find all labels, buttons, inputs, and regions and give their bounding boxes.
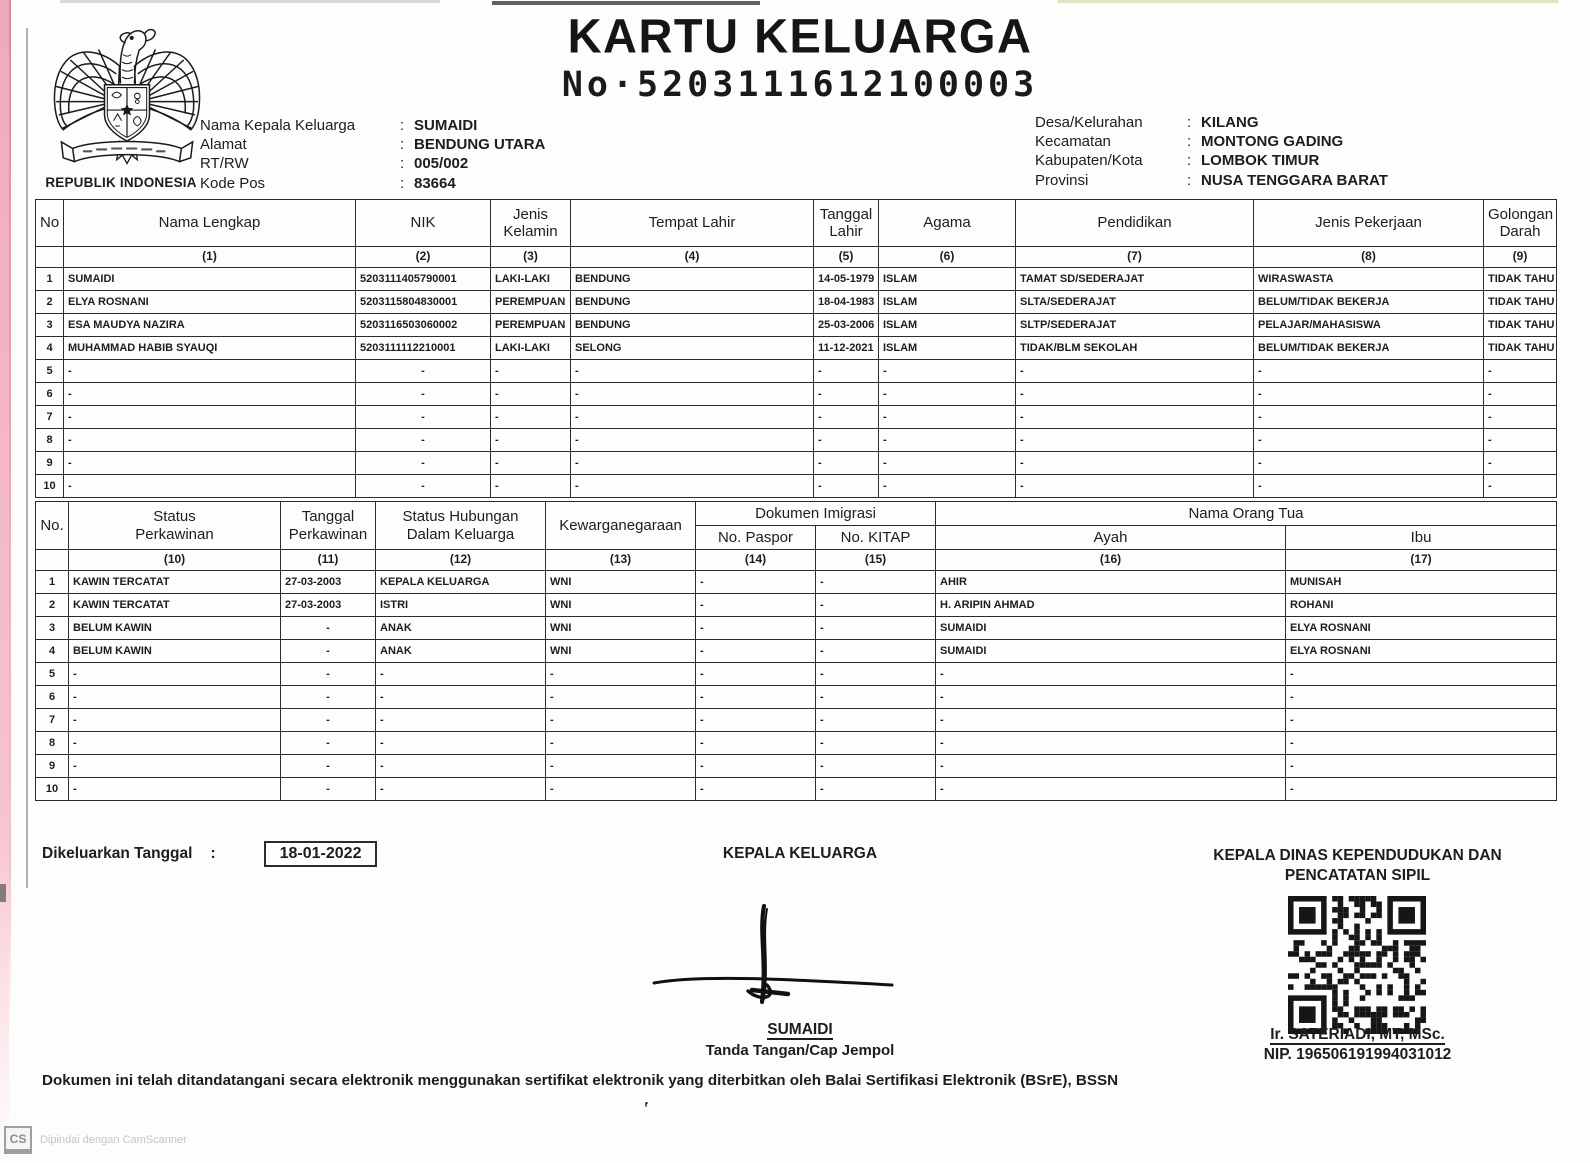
table-cell: 2 xyxy=(36,291,64,314)
table-cell: PEREMPUAN xyxy=(491,314,571,337)
camscanner-watermark xyxy=(4,1126,187,1154)
table-cell: BELUM KAWIN xyxy=(69,617,281,640)
official-nip: NIP. 196506191994031012 xyxy=(1263,1046,1452,1063)
table-cell: WNI xyxy=(546,594,696,617)
table-row xyxy=(36,406,1557,429)
table-cell: - xyxy=(696,709,816,732)
col-number: (6) xyxy=(879,247,1016,268)
table-cell: 3 xyxy=(36,314,64,337)
table-row xyxy=(36,709,1557,732)
table-cell: - xyxy=(1016,383,1254,406)
table-cell: - xyxy=(1286,732,1557,755)
table-cell: - xyxy=(376,732,546,755)
table-cell: - xyxy=(816,617,936,640)
col-header-no: No xyxy=(36,200,64,247)
table-cell: 5203111405790001 xyxy=(356,268,491,291)
table-cell: 6 xyxy=(36,686,69,709)
table-cell: - xyxy=(69,709,281,732)
table-cell: BELUM/TIDAK BEKERJA xyxy=(1254,337,1484,360)
table-cell: SELONG xyxy=(571,337,814,360)
table-cell: - xyxy=(376,755,546,778)
table-cell: 14-05-1979 xyxy=(814,268,879,291)
table-row xyxy=(36,594,1557,617)
document-number: No·5203111612100003 xyxy=(561,65,1039,105)
table-cell: 5203115804830001 xyxy=(356,291,491,314)
table-row xyxy=(36,663,1557,686)
table-cell: 18-04-1983 xyxy=(814,291,879,314)
table-cell: - xyxy=(696,732,816,755)
table-cell: - xyxy=(571,360,814,383)
table-cell: - xyxy=(1254,406,1484,429)
table-cell: - xyxy=(69,755,281,778)
col-header-tanggal-perkawinan: Tanggal Perkawinan xyxy=(281,502,376,550)
table-cell: - xyxy=(64,383,356,406)
table-cell: - xyxy=(69,778,281,801)
col-number: (3) xyxy=(491,247,571,268)
table-cell: - xyxy=(696,640,816,663)
table-cell: 1 xyxy=(36,268,64,291)
table-cell: TAMAT SD/SEDERAJAT xyxy=(1016,268,1254,291)
electronic-signature-disclaimer: Dokumen ini telah ditandatangani secara elektronik menggunakan sertifikat elektronik yang diterbitkan oleh Balai Sertifikasi Elektronik (BSrE), BSSN xyxy=(42,1072,1119,1089)
table-cell: - xyxy=(814,406,879,429)
table-cell: - xyxy=(1016,360,1254,383)
info-label: Desa/Kelurahan xyxy=(1035,114,1143,131)
dinas-title: KEPALA DINAS KEPENDUDUKAN DAN PENCATATAN SIPIL xyxy=(1213,847,1502,884)
table-cell: - xyxy=(281,755,376,778)
col-header-nama: Nama Lengkap xyxy=(64,200,356,247)
table-cell: - xyxy=(936,778,1286,801)
table-cell: - xyxy=(1016,452,1254,475)
table-row xyxy=(36,429,1557,452)
table-cell: 10 xyxy=(36,778,69,801)
col-number: (5) xyxy=(814,247,879,268)
table-cell: ISLAM xyxy=(879,291,1016,314)
col-number: (1) xyxy=(64,247,356,268)
table-row xyxy=(36,686,1557,709)
table-cell: KAWIN TERCATAT xyxy=(69,571,281,594)
table-cell: - xyxy=(936,709,1286,732)
col-group-nama-orang-tua: Nama Orang Tua xyxy=(936,502,1557,526)
table-cell: 25-03-2006 xyxy=(814,314,879,337)
table-cell: - xyxy=(696,594,816,617)
table-cell: - xyxy=(69,732,281,755)
table-cell: - xyxy=(64,475,356,498)
table-cell: - xyxy=(356,383,491,406)
info-label: Kode Pos xyxy=(200,174,266,192)
table-cell: - xyxy=(281,732,376,755)
table-cell: 4 xyxy=(36,640,69,663)
table-cell: MUHAMMAD HABIB SYAUQI xyxy=(64,337,356,360)
table-cell: WIRASWASTA xyxy=(1254,268,1484,291)
table-cell: WNI xyxy=(546,617,696,640)
table-cell: ESA MAUDYA NAZIRA xyxy=(64,314,356,337)
table-cell: - xyxy=(1254,383,1484,406)
col-header-jenis-pekerjaan: Jenis Pekerjaan xyxy=(1254,200,1484,247)
table-cell: 10 xyxy=(36,475,64,498)
col-number: (13) xyxy=(546,550,696,571)
table-cell: ISLAM xyxy=(879,314,1016,337)
table-cell: - xyxy=(546,686,696,709)
table-cell: - xyxy=(816,594,936,617)
table-cell: 1 xyxy=(36,571,69,594)
table-cell: 7 xyxy=(36,406,64,429)
col-number: (8) xyxy=(1254,247,1484,268)
col-number: (2) xyxy=(356,247,491,268)
table-cell: - xyxy=(376,686,546,709)
info-label: RT/RW xyxy=(200,155,249,173)
table-cell: - xyxy=(1484,475,1557,498)
info-value: NUSA TENGGARA BARAT xyxy=(1201,171,1388,189)
col-header-tanggal-lahir: Tanggal Lahir xyxy=(814,200,879,247)
scan-edge-line xyxy=(9,0,11,1023)
table-cell: 7 xyxy=(36,709,69,732)
col-number: (7) xyxy=(1016,247,1254,268)
col-header-agama: Agama xyxy=(879,200,1016,247)
issue-date-row: Dikeluarkan Tanggal : 18-01-2022 xyxy=(42,845,377,867)
table-cell: - xyxy=(814,475,879,498)
table-row xyxy=(36,268,1557,291)
table-cell: LAKI-LAKI xyxy=(491,268,571,291)
signature-caption: Tanda Tangan/Cap Jempol xyxy=(705,1042,895,1059)
info-value: SUMAIDI xyxy=(414,117,478,134)
table-cell: ISLAM xyxy=(879,337,1016,360)
table-cell: TIDAK TAHU xyxy=(1484,268,1557,291)
table-cell: MUNISAH xyxy=(1286,571,1557,594)
table-cell: - xyxy=(571,406,814,429)
table-cell: 2 xyxy=(36,594,69,617)
scan-edge-mark xyxy=(0,884,6,902)
info-value: LOMBOK TIMUR xyxy=(1201,152,1320,170)
table-cell: - xyxy=(1286,778,1557,801)
table-cell: - xyxy=(64,406,356,429)
table-cell: ISLAM xyxy=(879,268,1016,291)
household-info-right: Desa/Kelurahan : KILANG Kecamatan : MONTONG GADING Kabupaten/Kota : LOMBOK TIMUR Provinsi : NUSA TENGGARA BARAT xyxy=(1035,114,1388,189)
table-cell: 27-03-2003 xyxy=(281,594,376,617)
col-header-ayah: Ayah xyxy=(936,526,1286,550)
table-cell: ELYA ROSNANI xyxy=(64,291,356,314)
table-cell: - xyxy=(281,640,376,663)
household-info-left: Nama Kepala Keluarga : SUMAIDI Alamat : BENDUNG UTARA RT/RW : 005/002 Kode Pos : 83664 xyxy=(200,117,546,192)
table-cell: - xyxy=(879,452,1016,475)
table-cell: ISTRI xyxy=(376,594,546,617)
table-cell: TIDAK TAHU xyxy=(1484,337,1557,360)
table-cell: SUMAIDI xyxy=(936,617,1286,640)
col-number: (17) xyxy=(1286,550,1557,571)
table-cell: - xyxy=(879,429,1016,452)
table-cell: - xyxy=(491,429,571,452)
table-cell: - xyxy=(1484,360,1557,383)
table-cell: - xyxy=(571,452,814,475)
table-cell: - xyxy=(1484,429,1557,452)
col-header-kewarganegaraan: Kewarganegaraan xyxy=(546,502,696,550)
table-cell: - xyxy=(491,360,571,383)
col-header-pendidikan: Pendidikan xyxy=(1016,200,1254,247)
info-label: Provinsi xyxy=(1035,171,1089,189)
kepala-keluarga-title: KEPALA KELUARGA xyxy=(722,845,878,862)
document-title: KARTU KELUARGA xyxy=(567,8,1033,63)
table-cell: - xyxy=(816,571,936,594)
col-number: (10) xyxy=(69,550,281,571)
table-cell: - xyxy=(816,686,936,709)
table-cell: ANAK xyxy=(376,640,546,663)
info-value: 83664 xyxy=(414,174,456,192)
table-cell: - xyxy=(1286,755,1557,778)
table-cell: - xyxy=(879,360,1016,383)
table-cell: - xyxy=(816,709,936,732)
table-row xyxy=(36,314,1557,337)
table-cell: PEREMPUAN xyxy=(491,291,571,314)
camscanner-logo: CS xyxy=(4,1126,32,1154)
table-cell: 5 xyxy=(36,663,69,686)
table-cell: - xyxy=(546,732,696,755)
table-cell: - xyxy=(491,452,571,475)
table-cell: - xyxy=(281,617,376,640)
table-cell: - xyxy=(816,732,936,755)
table-cell: - xyxy=(376,663,546,686)
table-cell: BELUM KAWIN xyxy=(69,640,281,663)
col-header-no-paspor: No. Paspor xyxy=(696,526,816,550)
info-value: KILANG xyxy=(1201,114,1259,131)
table-row xyxy=(36,778,1557,801)
table-cell: 6 xyxy=(36,383,64,406)
table-row xyxy=(36,291,1557,314)
table-cell: PELAJAR/MAHASISWA xyxy=(1254,314,1484,337)
table-cell: - xyxy=(64,452,356,475)
table-cell: - xyxy=(814,360,879,383)
table-cell: - xyxy=(1254,429,1484,452)
table-cell: - xyxy=(936,732,1286,755)
info-value: 005/002 xyxy=(414,155,469,173)
table-cell: - xyxy=(1484,452,1557,475)
col-number: (12) xyxy=(376,550,546,571)
table-cell: - xyxy=(1484,406,1557,429)
table-cell: - xyxy=(376,778,546,801)
col-number: (15) xyxy=(816,550,936,571)
col-header-nik: NIK xyxy=(356,200,491,247)
table-cell: - xyxy=(491,475,571,498)
table-row xyxy=(36,452,1557,475)
table-row xyxy=(36,640,1557,663)
table-row xyxy=(36,383,1557,406)
table-cell: WNI xyxy=(546,640,696,663)
info-label: Kabupaten/Kota xyxy=(1035,152,1143,170)
col-header-status-hubungan: Status Hubungan Dalam Keluarga xyxy=(376,502,546,550)
info-label: Alamat xyxy=(200,136,247,154)
col-number: (16) xyxy=(936,550,1286,571)
table-cell: - xyxy=(491,406,571,429)
table-cell: - xyxy=(1016,429,1254,452)
col-header-no: No. xyxy=(36,502,69,550)
table-cell: - xyxy=(696,686,816,709)
table-cell: 4 xyxy=(36,337,64,360)
table-cell: - xyxy=(491,383,571,406)
col-group-dokumen-imigrasi: Dokumen Imigrasi xyxy=(696,502,936,526)
table-cell: - xyxy=(1016,406,1254,429)
scan-top-artifact xyxy=(492,1,760,5)
col-number: (14) xyxy=(696,550,816,571)
table-row xyxy=(36,360,1557,383)
table-cell: H. ARIPIN AHMAD xyxy=(936,594,1286,617)
table-cell: - xyxy=(814,429,879,452)
camscanner-text: Dipindai dengan CamScanner xyxy=(40,1134,187,1146)
pancasila-shield xyxy=(105,85,150,141)
info-label: Kecamatan xyxy=(1035,133,1111,151)
table-cell: - xyxy=(1484,383,1557,406)
table-cell: - xyxy=(936,663,1286,686)
table-cell: - xyxy=(1286,686,1557,709)
table-cell: SLTP/SEDERAJAT xyxy=(1016,314,1254,337)
table-cell: TIDAK TAHU xyxy=(1484,291,1557,314)
col-number: (9) xyxy=(1484,247,1557,268)
table-cell: - xyxy=(356,360,491,383)
table-cell: - xyxy=(571,429,814,452)
col-number: (4) xyxy=(571,247,814,268)
scan-top-artifact xyxy=(1058,0,1558,3)
table-cell: - xyxy=(281,686,376,709)
table-cell: - xyxy=(546,755,696,778)
table-cell: 11-12-2021 xyxy=(814,337,879,360)
table-cell: - xyxy=(546,709,696,732)
issue-date-label: Dikeluarkan Tanggal xyxy=(42,845,193,862)
banner-ribbon xyxy=(61,141,192,161)
table-cell: - xyxy=(571,475,814,498)
table-cell: - xyxy=(281,663,376,686)
signer-name: SUMAIDI xyxy=(767,1021,833,1038)
table-row xyxy=(36,732,1557,755)
table-cell: ANAK xyxy=(376,617,546,640)
table-cell: - xyxy=(1286,709,1557,732)
col-header-jenis-kelamin: Jenis Kelamin xyxy=(491,200,571,247)
table-cell: - xyxy=(696,571,816,594)
table-cell: ELYA ROSNANI xyxy=(1286,617,1557,640)
table-cell: 27-03-2003 xyxy=(281,571,376,594)
table-cell: - xyxy=(281,778,376,801)
table-cell: - xyxy=(879,383,1016,406)
table-cell: - xyxy=(936,686,1286,709)
table-cell: KEPALA KELUARGA xyxy=(376,571,546,594)
table-cell: - xyxy=(376,709,546,732)
table-cell: - xyxy=(69,663,281,686)
table-cell: - xyxy=(814,452,879,475)
col-header-ibu: Ibu xyxy=(1286,526,1557,550)
table-cell: 8 xyxy=(36,732,69,755)
table-row xyxy=(36,571,1557,594)
table-cell: - xyxy=(281,709,376,732)
table-row xyxy=(36,617,1557,640)
scan-fold-line xyxy=(26,28,28,888)
col-header-no-kitap: No. KITAP xyxy=(816,526,936,550)
table-cell: SLTA/SEDERAJAT xyxy=(1016,291,1254,314)
table-cell: 9 xyxy=(36,452,64,475)
info-value: MONTONG GADING xyxy=(1201,133,1344,151)
col-header-status-perkawinan: Status Perkawinan xyxy=(69,502,281,550)
table-cell: TIDAK TAHU xyxy=(1484,314,1557,337)
table-cell: SUMAIDI xyxy=(936,640,1286,663)
table-cell: BENDUNG xyxy=(571,314,814,337)
table-cell: - xyxy=(696,617,816,640)
table-cell: ELYA ROSNANI xyxy=(1286,640,1557,663)
issue-date-box: 18-01-2022 xyxy=(264,841,378,867)
table-cell: ROHANI xyxy=(1286,594,1557,617)
table-cell: - xyxy=(546,663,696,686)
table-cell: 8 xyxy=(36,429,64,452)
table-cell: - xyxy=(1286,663,1557,686)
table-cell: - xyxy=(571,383,814,406)
table-row xyxy=(36,337,1557,360)
col-header-golongan-darah: Golongan Darah xyxy=(1484,200,1557,247)
table-cell: 5203111112210001 xyxy=(356,337,491,360)
table-cell: - xyxy=(1254,452,1484,475)
table-cell: - xyxy=(64,360,356,383)
table-row xyxy=(36,475,1557,498)
table-cell: - xyxy=(814,383,879,406)
table-cell: 5 xyxy=(36,360,64,383)
table-cell: - xyxy=(879,475,1016,498)
table-cell: SUMAIDI xyxy=(64,268,356,291)
info-label: Nama Kepala Keluarga xyxy=(200,117,356,134)
garuda-pancasila-icon xyxy=(52,16,202,176)
marital-parents-table xyxy=(35,501,1557,801)
table-cell: - xyxy=(356,475,491,498)
table-cell: AHIR xyxy=(936,571,1286,594)
table-cell: - xyxy=(356,406,491,429)
table-cell: - xyxy=(816,663,936,686)
table-cell: - xyxy=(696,663,816,686)
table-cell: - xyxy=(546,778,696,801)
table-cell: BENDUNG xyxy=(571,268,814,291)
emblem-caption: REPUBLIK INDONESIA xyxy=(45,175,197,190)
col-header-tempat-lahir: Tempat Lahir xyxy=(571,200,814,247)
table-cell: - xyxy=(696,755,816,778)
table-cell: - xyxy=(1254,475,1484,498)
table-cell: - xyxy=(64,429,356,452)
table-cell: BENDUNG xyxy=(571,291,814,314)
table-cell: KAWIN TERCATAT xyxy=(69,594,281,617)
info-value: BENDUNG UTARA xyxy=(414,136,546,154)
family-members-table xyxy=(35,199,1557,498)
table-cell: - xyxy=(69,686,281,709)
scan-edge-pink xyxy=(0,0,9,1163)
table-cell: - xyxy=(1016,475,1254,498)
col-number: (11) xyxy=(281,550,376,571)
signature-mark xyxy=(652,903,896,1015)
table-cell: TIDAK/BLM SEKOLAH xyxy=(1016,337,1254,360)
table-cell: - xyxy=(356,452,491,475)
table-cell: - xyxy=(1254,360,1484,383)
table-cell: - xyxy=(879,406,1016,429)
table-cell: - xyxy=(356,429,491,452)
table-cell: - xyxy=(816,778,936,801)
table-cell: 5203116503060002 xyxy=(356,314,491,337)
scan-stray-mark: ‛ xyxy=(641,1099,650,1118)
table-cell: BELUM/TIDAK BEKERJA xyxy=(1254,291,1484,314)
scan-top-artifact xyxy=(60,0,440,3)
table-cell: - xyxy=(816,755,936,778)
table-cell: - xyxy=(936,755,1286,778)
table-cell: LAKI-LAKI xyxy=(491,337,571,360)
table-cell: 9 xyxy=(36,755,69,778)
official-name: Ir. SATERIADI, MT, MSc. xyxy=(1270,1026,1445,1043)
table-row xyxy=(36,755,1557,778)
qr-code xyxy=(1288,896,1426,1034)
table-cell: - xyxy=(816,640,936,663)
table-cell: - xyxy=(696,778,816,801)
table-cell: 3 xyxy=(36,617,69,640)
table-cell: WNI xyxy=(546,571,696,594)
